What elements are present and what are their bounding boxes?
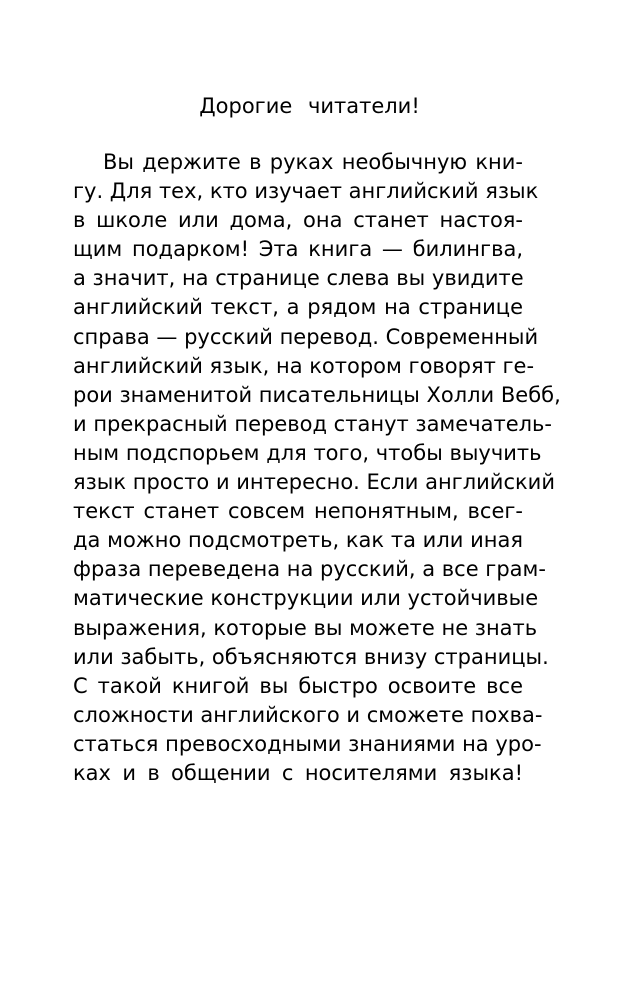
paragraph-line: а значит, на странице слева вы увидите [73, 266, 524, 291]
page-heading: Дорогие читатели! [199, 94, 420, 118]
paragraph-line: Вы держите в руках необычную кни- [103, 150, 523, 174]
paragraph-line: матические конструкции или устойчивые [73, 586, 539, 611]
paragraph-line: справа — русский перевод. Современный [73, 324, 539, 349]
paragraph-line: сложности английского и сможете похва- [73, 702, 543, 727]
paragraph-line: щим подарком! Эта книга — билингва, [73, 237, 523, 262]
paragraph-line: да можно подсмотреть, как та или иная [73, 528, 523, 553]
paragraph-line: английский текст, а рядом на странице [73, 295, 523, 320]
paragraph-line: английский язык, на котором говорят ге- [73, 353, 535, 378]
paragraph-line: или забыть, объясняются внизу страницы. [73, 644, 549, 669]
paragraph-line: выражения, которые вы можете не знать [73, 615, 538, 640]
paragraph-line: и прекрасный перевод станут замечатель- [73, 411, 553, 436]
paragraph-line: рои знаменитой писательницы Холли Вебб, [73, 382, 561, 407]
paragraph-line: фраза переведена на русский, а все грам- [73, 557, 546, 582]
preface-paragraph [73, 148, 561, 788]
paragraph-line: статься превосходными знаниями на уро- [73, 731, 542, 756]
paragraph-line: язык просто и интересно. Если английский [73, 470, 555, 495]
paragraph-line: в школе или дома, она станет настоя- [73, 208, 523, 233]
paragraph-line: гу. Для тех, кто изучает английский язык [73, 179, 539, 204]
paragraph-line: ным подспорьем для того, чтобы выучить [73, 440, 542, 465]
paragraph-line: С такой книгой вы быстро освоите все [73, 673, 523, 698]
paragraph-line: ках и в общении с носителями языка! [73, 760, 523, 785]
paragraph-line: текст станет совсем непонятным, всег- [73, 499, 523, 524]
